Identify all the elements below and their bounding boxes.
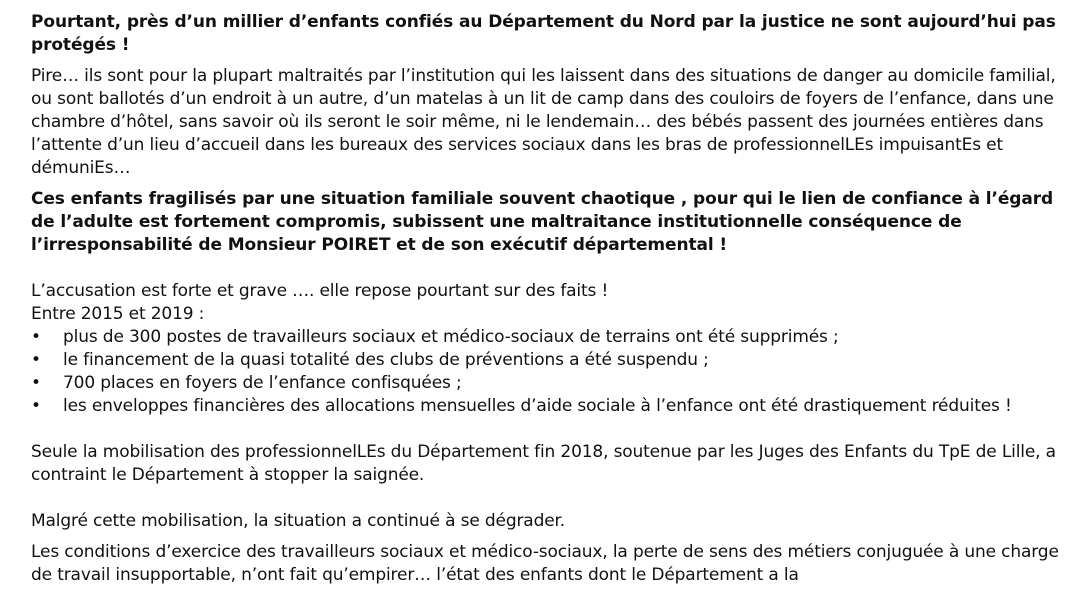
list-item-text: les enveloppes financières des allocations mensuelles d’aide sociale à l’enfance ont été drastiquement réduites ! xyxy=(63,396,1012,416)
pire-paragraph: Pire… ils sont pour la plupart maltraités par l’institution qui les laissent dans des situations de danger au domicile familial, ou sont ballotés d’un endroit à un autre, d’un matelas à un lit de camp dans des couloirs de foyers de l’enfance, dans une chambre d’hôtel, sans savoir où ils seront le soir même, ni le lendemain… des bébés passent des journées entières dans l’attente d’un lieu d’accueil dans les bureaux des services sociaux dans les bras de professionnelLEs impuisantEs et démuniEs… xyxy=(31,66,1056,178)
list-item-text: plus de 300 postes de travailleurs sociaux et médico-sociaux de terrains ont été supprimés ; xyxy=(63,327,839,347)
bullet-icon: • xyxy=(31,373,41,393)
maltraitance-bold-paragraph: Ces enfants fragilisés par une situation familiale souvent chaotique , pour qui le lien de confiance à l’égard de l’adulte est fortement compromis, subissent une maltraitance institutionnelle conséquence de l’irresponsabilité de Monsieur POIRET et de son exécutif départemental ! xyxy=(31,189,1054,255)
facts-list xyxy=(31,326,1061,418)
bullet-icon: • xyxy=(31,327,41,347)
malgre-paragraph: Malgré cette mobilisation, la situation a continué à se dégrader. xyxy=(31,511,566,531)
spacer xyxy=(31,533,1061,541)
spacer xyxy=(31,57,1061,65)
period-line: Entre 2015 et 2019 : xyxy=(31,304,205,324)
mobilisation-paragraph: Seule la mobilisation des professionnelLEs du Département fin 2018, soutenue par les Juges des Enfants du TpE de Lille, a contraint le Département à stopper la saignée. xyxy=(31,442,1056,485)
document-body xyxy=(31,11,1061,587)
list-item xyxy=(31,372,1061,395)
list-item xyxy=(31,349,1061,372)
conditions-paragraph: Les conditions d’exercice des travailleurs sociaux et médico-sociaux, la perte de sens des métiers conjuguée à une charge de travail insupportable, n’ont fait qu’empirer… l’état des enfants dont le Département a la xyxy=(31,542,1059,585)
list-item-text: le financement de la quasi totalité des clubs de préventions a été suspendu ; xyxy=(63,350,709,370)
spacer xyxy=(31,257,1061,280)
bullet-icon: • xyxy=(31,350,41,370)
spacer xyxy=(31,418,1061,441)
list-item xyxy=(31,395,1061,418)
bullet-icon: • xyxy=(31,396,41,416)
accusation-line: L’accusation est forte et grave …. elle repose pourtant sur des faits ! xyxy=(31,281,609,301)
list-item xyxy=(31,326,1061,349)
list-item-text: 700 places en foyers de l’enfance confisquées ; xyxy=(63,373,462,393)
intro-bold-paragraph: Pourtant, près d’un millier d’enfants confiés au Département du Nord par la justice ne sont aujourd’hui pas protégés ! xyxy=(31,12,1056,55)
spacer xyxy=(31,487,1061,510)
spacer xyxy=(31,180,1061,188)
